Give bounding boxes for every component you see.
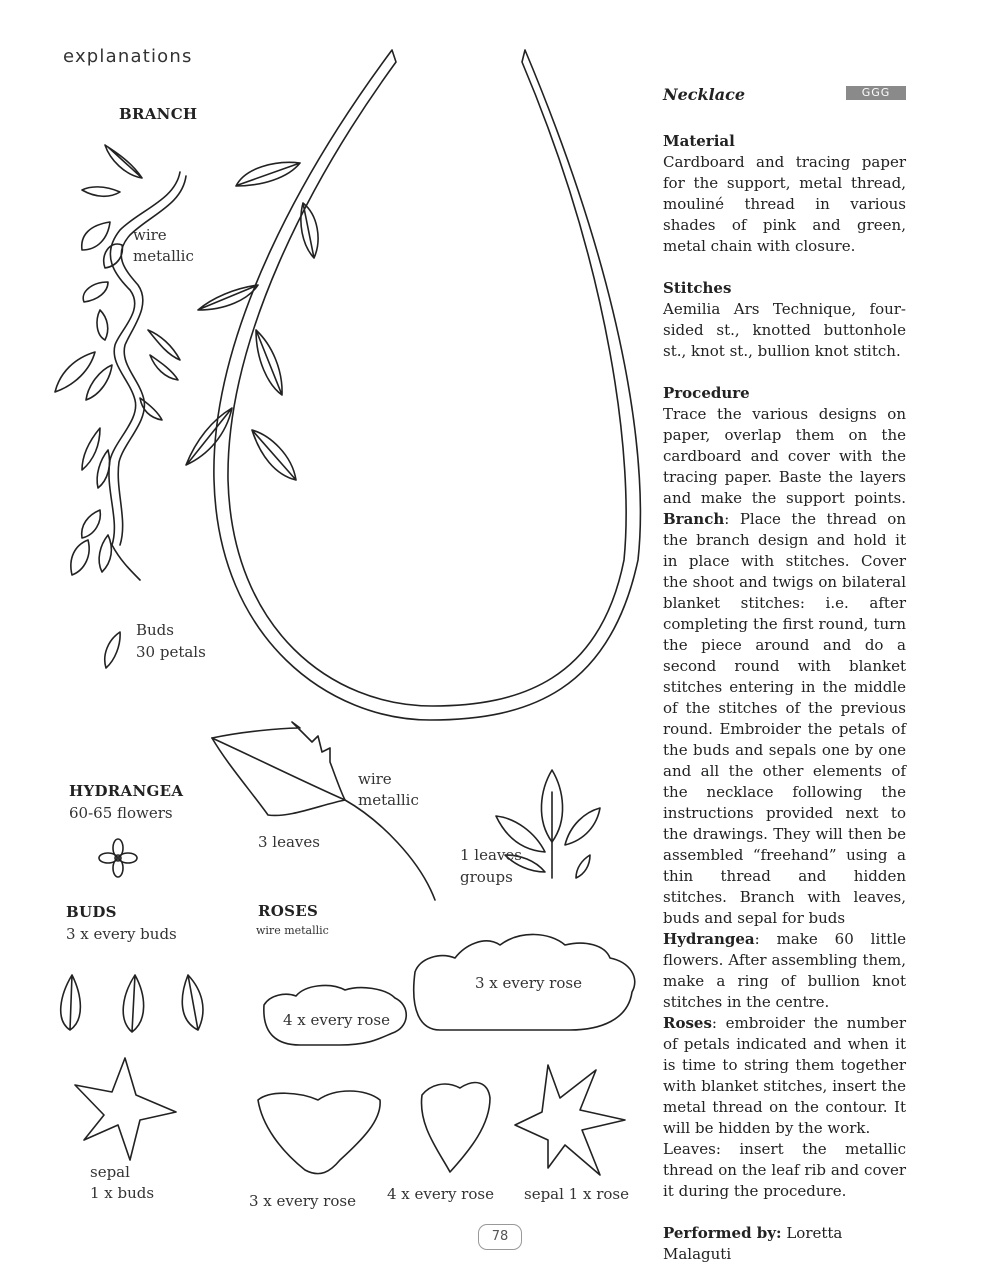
hydrangea-paragraph: [663, 929, 906, 1013]
performed-name: Loretta Malaguti: [663, 1224, 843, 1263]
difficulty-badge: GGG: [846, 86, 906, 100]
roses-paragraph: [663, 1013, 906, 1139]
procedure-intro: Trace the various designs on paper, overlap them on the cardboard and cover with the tracing paper. Baste the layers and make the support points.: [663, 405, 906, 507]
instructions-column: [663, 84, 906, 1265]
performed-label: Performed by:: [663, 1224, 782, 1242]
buds-sub: 3 x every buds: [66, 925, 177, 943]
hydrangea-count: 60-65 flowers: [69, 804, 173, 822]
procedure-body: [663, 404, 906, 929]
bud-petal-shape: [105, 632, 120, 668]
bud-sepal-star: [75, 1058, 176, 1160]
big-leaf: [212, 722, 435, 900]
roses-term: Roses: [663, 1014, 712, 1032]
leaves-groups-2: groups: [460, 868, 513, 886]
wire2-label-1: wire: [358, 770, 392, 788]
wire2-label-2: metallic: [358, 791, 419, 809]
leaves-3-label: 3 leaves: [258, 833, 320, 851]
buds-label-2: 30 petals: [136, 643, 206, 661]
title-row: [663, 84, 906, 110]
wire-label-1: wire: [133, 226, 167, 244]
sepal-rose-label: sepal 1 x rose: [524, 1185, 629, 1203]
material-heading: Material: [663, 132, 735, 150]
hydrangea-title: HYDRANGEA: [69, 782, 184, 800]
hydrangea-flower: [99, 839, 137, 877]
rose-petal-shapes: [258, 934, 635, 1175]
necklace-leaves: [186, 162, 318, 480]
performed-by: [663, 1223, 906, 1265]
roses-sub: wire metallic: [256, 924, 329, 937]
bud-shapes: [61, 975, 203, 1032]
branch-title: BRANCH: [119, 105, 198, 123]
project-title: Necklace: [663, 85, 745, 104]
sepal-label-2: 1 x buds: [90, 1184, 155, 1202]
leaves-paragraph: Leaves: insert the metallic thread on the leaf rib and cover it during the procedure.: [663, 1140, 906, 1200]
stitches-heading: Stitches: [663, 279, 732, 297]
rose-bottom-4x: 4 x every rose: [387, 1185, 494, 1203]
stitches-body: Aemilia Ars Technique, four-sided st., knotted buttonhole st., knot st., bullion knot stitch.: [663, 300, 906, 360]
hydrangea-term: Hydrangea: [663, 930, 755, 948]
roses-title: ROSES: [258, 902, 319, 920]
branch-text: : Place the thread on the branch design and hold it in place with stitches. Cover the shoot and twigs on bilateral blanket stitches: i.e. after completing the first round, turn the piece around and do a second round with blanket stitches entering in the middle of the stitches of the previous round. Embroider the petals of the buds and sepals one by one and all the other elements of the necklace following the instructions provided next to the drawings. They will then be assembled “freehand” using a thin thread and hidden stitches. Branch with leaves, buds and sepal for buds: [663, 510, 906, 927]
buds-label-1: Buds: [136, 621, 174, 639]
hydrangea-text: : make 60 little flowers. After assembling them, make a ring of bullion knot stitches in the centre.: [663, 930, 906, 1011]
page-number: 78: [478, 1224, 522, 1250]
rose-3x-label: 3 x every rose: [475, 974, 582, 992]
wire-label-2: metallic: [133, 247, 194, 265]
buds-title: BUDS: [66, 903, 117, 921]
section-label: explanations: [63, 46, 193, 67]
procedure-heading: Procedure: [663, 384, 750, 402]
branch-term: Branch: [663, 510, 725, 528]
rose-4x-label: 4 x every rose: [283, 1011, 390, 1029]
branch-drawing: [55, 145, 186, 580]
roses-text: : embroider the number of petals indicated and when it is time to string them together with blanket stitches, insert the metal thread on the contour. It will be hidden by the work.: [663, 1014, 906, 1137]
leaves-groups-1: 1 leaves: [460, 846, 522, 864]
sepal-label-1: sepal: [90, 1163, 130, 1181]
material-body: Cardboard and tracing paper for the support, metal thread, mouliné thread in various shades of pink and green, metal chain with closure.: [663, 153, 906, 255]
rose-bottom-3x: 3 x every rose: [249, 1192, 356, 1210]
